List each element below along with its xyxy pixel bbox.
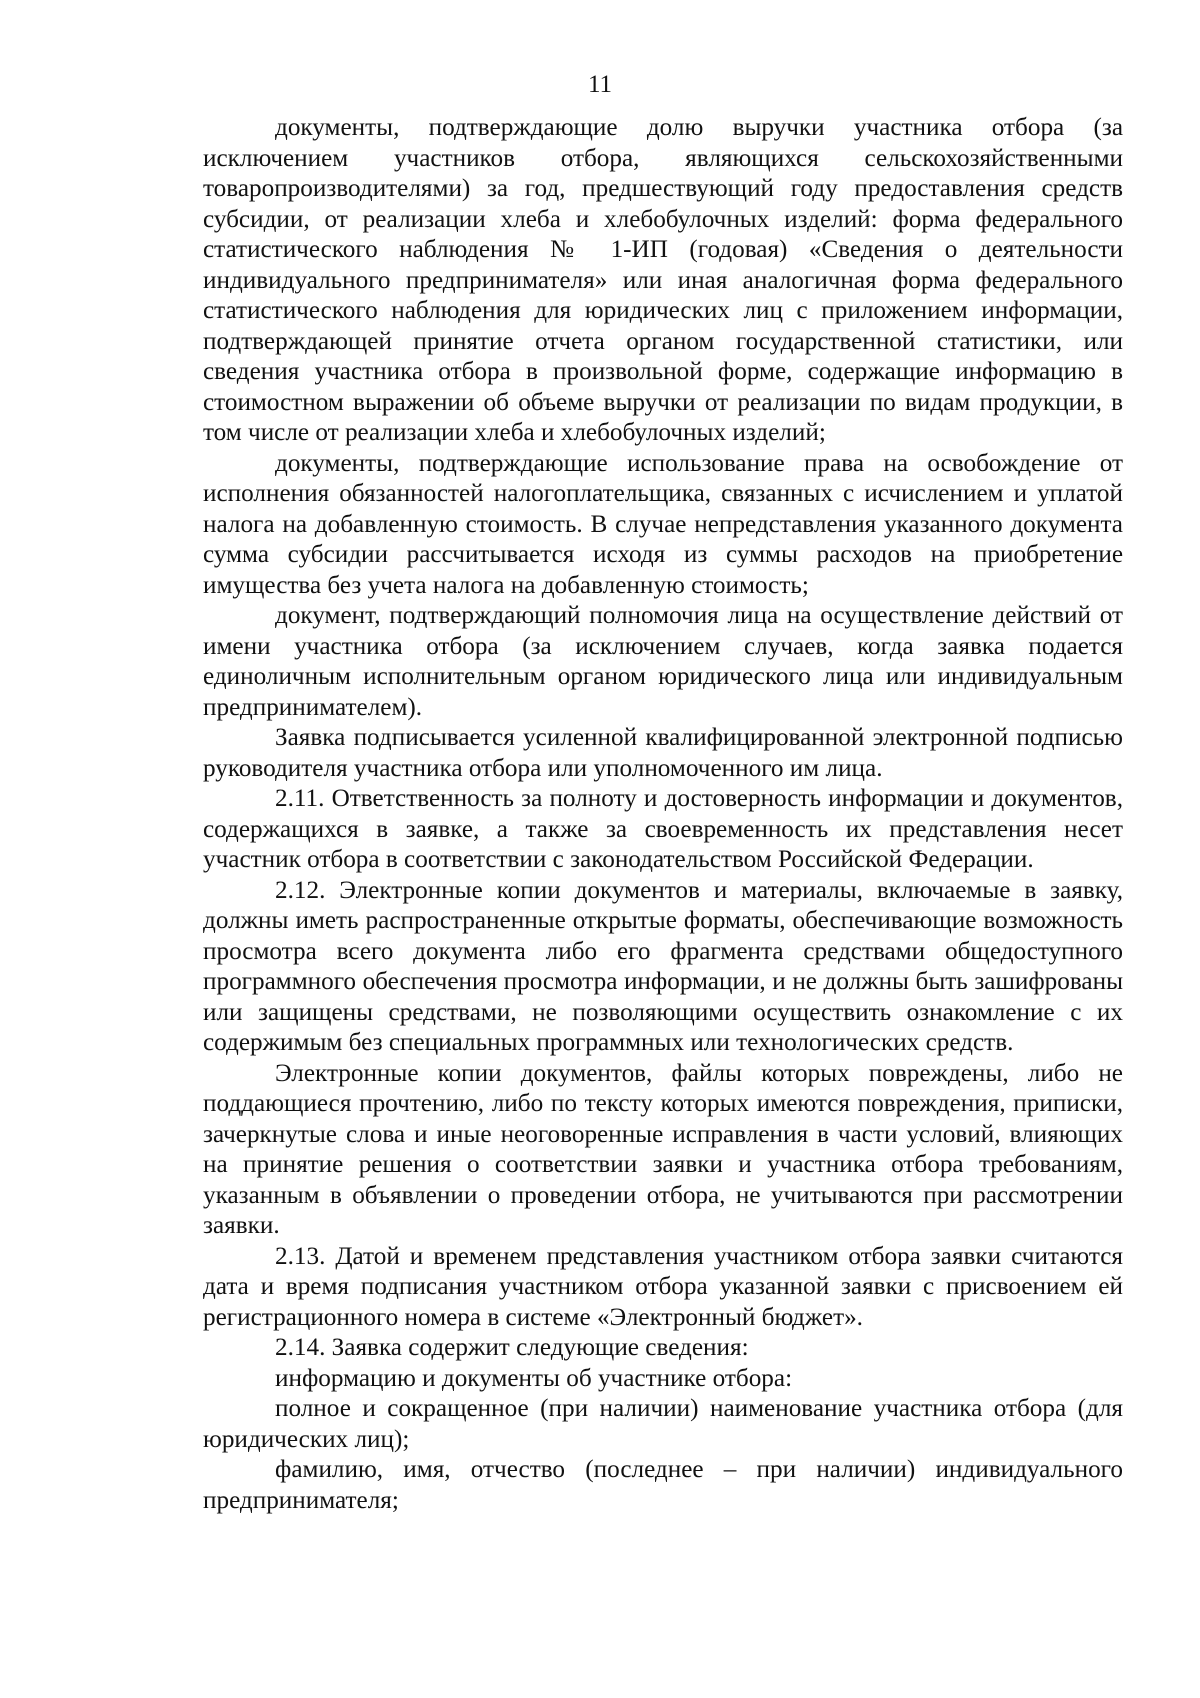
paragraph-vat-exemption-documents: документы, подтверждающие использование права на освобождение от исполнения обязанностей налогоплательщика, связанных с исчислением и уплатой налога на добавленную стоимость. В случае непредставления указанного документа сумма субсидии рассчитывается исходя из суммы расходов на приобретение имущества без учета налога на добавленную стоимость;	[203, 449, 1123, 599]
paragraph-participant-info: информацию и документы об участнике отбора:	[275, 1364, 793, 1392]
page-number: 11	[587, 71, 613, 98]
paragraph-entrepreneur-name: фамилию, имя, отчество (последнее – при наличии) индивидуального предпринимателя;	[203, 1456, 1123, 1514]
paragraph-section-2-14: 2.14. Заявка содержит следующие сведения:	[275, 1334, 749, 1361]
paragraph-section-2-11: 2.11. Ответственность за полноту и достоверность информации и документов, содержащихся в заявке, а также за своевременность их представления несет участник отбора в соответствии с законодательством Российской Федерации.	[203, 785, 1123, 873]
paragraph-authority-document: документ, подтверждающий полномочия лица на осуществление действий от имени участника отбора (за исключением случаев, когда заявка подается единоличным исполнительным органом юридического лица или индивидуальным предпринимателем).	[203, 602, 1123, 721]
paragraph-section-2-13: 2.13. Датой и временем представления участником отбора заявки считаются дата и время подписания участником отбора указанной заявки с присвоением ей регистрационного номера в системе «Электронный бюджет».	[203, 1242, 1123, 1331]
document-body	[203, 113, 1123, 1516]
paragraph-full-name-legal-entity: полное и сокращенное (при наличии) наименование участника отбора (для юридических лиц);	[203, 1395, 1123, 1453]
paragraph-damaged-copies: Электронные копии документов, файлы которых повреждены, либо не поддающиеся прочтению, либо по тексту которых имеются повреждения, приписки, зачеркнутые слова и иные неоговоренные исправления в части условий, влияющих на принятие решения о соответствии заявки и участника отбора требованиям, указанным в объявлении о проведении отбора, не учитываются при рассмотрении заявки.	[203, 1059, 1123, 1239]
paragraph-electronic-signature: Заявка подписывается усиленной квалифицированной электронной подписью руководителя участника отбора или уполномоченного им лица.	[203, 724, 1123, 782]
paragraph-section-2-12: 2.12. Электронные копии документов и материалы, включаемые в заявку, должны иметь распространенные открытые форматы, обеспечивающие возможность просмотра всего документа либо его фрагмента средствами общедоступного программного обеспечения просмотра информации, и не должны быть зашифрованы или защищены средствами, не позволяющими осуществить ознакомление с их содержимым без специальных программных или технологических средств.	[203, 876, 1123, 1056]
paragraph-revenue-documents: документы, подтверждающие долю выручки участника отбора (за исключением участников отбора, являющихся сельскохозяйственными товаропроизводителями) за год, предшествующий году предоставления средств субсидии, от реализации хлеба и хлебобулочных изделий: форма федерального статистического наблюдения № 1-ИП (годовая) «Сведения о деятельности индивидуального предпринимателя» или иная аналогичная форма федерального статистического наблюдения для юридических лиц с приложением информации, подтверждающей принятие отчета органом государственной статистики, или сведения участника отбора в произвольной форме, содержащие информацию в стоимостном выражении об объеме выручки от реализации по видам продукции, в том числе от реализации хлеба и хлебобулочных изделий;	[203, 114, 1123, 446]
